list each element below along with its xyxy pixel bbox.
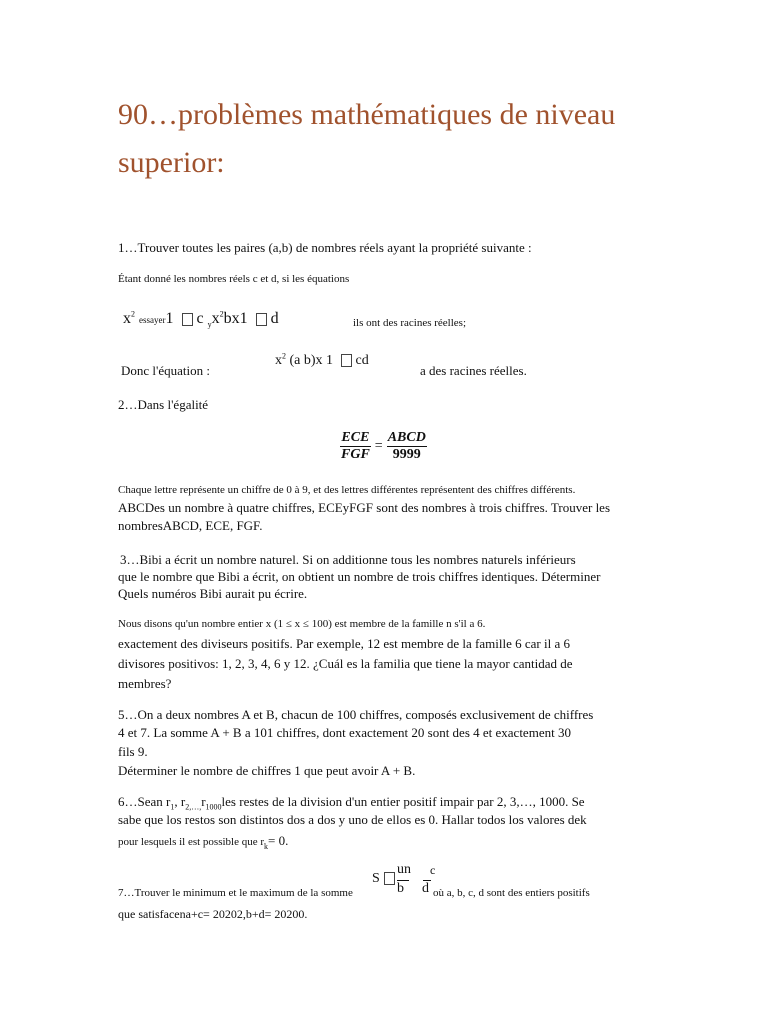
problem-6-line-3: pour lesquels il est possible que $r_k= 0$. xyxy=(118,833,289,852)
problem-1-intro: 1…Trouver toutes les paires (a,b) de nombres réels ayant la propriété suivante : xyxy=(118,240,532,255)
problem-7-formula-b: b xyxy=(397,881,404,896)
problem-5-line-3: fils 9. xyxy=(118,744,148,759)
problem-7-line-1b: où a, b, c, d sont des entiers positifs xyxy=(433,887,590,899)
problem-7-formula-d: d xyxy=(422,881,429,896)
problem-4-line-4: membres? xyxy=(118,676,172,691)
problem-1-donc: Donc l'équation : xyxy=(121,363,210,378)
problem-3-line-2: que le nombre que Bibi a écrit, on obtient un nombre de trois chiffres identiques. Déterminer xyxy=(118,569,601,584)
problem-7-formula-un: un xyxy=(397,862,411,877)
problem-1-conclusion: a des racines réelles. xyxy=(420,363,527,378)
problem-4-line-1: Nous disons qu'un nombre entier x (1 ≤ x ≤ 100) est membre de la famille n s'il a 6. xyxy=(118,618,486,630)
problem-3-line-3: Quels numéros Bibi aurait pu écrire. xyxy=(118,586,308,601)
missing-glyph-icon xyxy=(341,354,352,367)
fraction-lhs: $\frac{\text{ECE}}{\text{FGF}}$ xyxy=(341,430,370,462)
problem-4-line-2: exactement des diviseurs positifs. Par exemple, 12 est membre de la famille 6 car il a 6 xyxy=(118,636,570,651)
problem-6-line-1: 6…Sean $r_1$, $r_{2,\dots,}r_{1000}les$ restes de la division d'un entier positif impair par 2, 3,…, 1000. Se xyxy=(118,794,585,812)
problem-1-equation-2: $x^2$ (a b)x 1 cd xyxy=(275,351,369,368)
problem-5-line-4: Déterminer le nombre de chiffres 1 que peut avoir A + B. xyxy=(118,763,416,778)
missing-glyph-icon xyxy=(384,872,395,885)
problem-5-line-1: 5…On a deux nombres A et B, chacun de 100 chiffres, composés exclusivement de chiffres xyxy=(118,707,594,722)
problem-5-line-2: 4 et 7. La somme A + B a 101 chiffres, dont exactement 20 sont des 4 et exactement 30 xyxy=(118,725,571,740)
problem-2-line-3: nombresABCD, ECE, FGF. xyxy=(118,518,263,533)
missing-glyph-icon xyxy=(256,313,267,326)
problem-2-line-1: Chaque lettre représente un chiffre de 0 à 9, et des lettres différentes représentent des chiffres différents. xyxy=(118,484,576,496)
missing-glyph-icon xyxy=(182,313,193,326)
problem-6-line-2: sabe que los restos son distintos dos a dos y uno de ellos es 0. Hallar todos los valores dek xyxy=(118,812,587,827)
problem-4-line-3: divisores positivos: 1, 2, 3, 4, 6 y 12. ¿Cuál es la familia que tiene la mayor cantidad de xyxy=(118,656,573,671)
problem-1-equation-note: ils ont des racines réelles; xyxy=(353,317,467,329)
problem-7-formula-s: S xyxy=(372,871,399,887)
fraction-rhs: $\frac{\text{ABCD}}{9999}$ xyxy=(387,430,426,462)
problem-2-line-2: ABCDes un nombre à quatre chiffres, ECEyFGF sont des nombres à trois chiffres. Trouver les xyxy=(118,500,611,515)
problem-7-line-2: que satisfacena+c= 20202,b+d= 20200. xyxy=(118,907,308,921)
problem-7-formula-c: c xyxy=(430,863,436,877)
problem-1-equation-1: $x^2$ essayer1 c $_yx^2bx1$ d xyxy=(123,309,279,330)
problem-7-line-1a: 7…Trouver le minimum et le maximum de la somme xyxy=(118,887,353,899)
problem-2-equation: $\frac{\text{ECE}}{\text{FGF}}$ = $\frac{\text{ABCD}}{9999}$ xyxy=(341,430,426,462)
problem-1-given: Étant donné les nombres réels c et d, si les équations xyxy=(118,273,350,285)
page-title-line2: superior: xyxy=(118,146,225,179)
problem-3-line-1: 3…Bibi a écrit un nombre naturel. Si on additionne tous les nombres naturels inférieurs xyxy=(120,552,576,567)
page-title: 90…problèmes mathématiques de niveau xyxy=(118,98,616,131)
problem-2-intro: 2…Dans l'égalité xyxy=(118,397,209,412)
